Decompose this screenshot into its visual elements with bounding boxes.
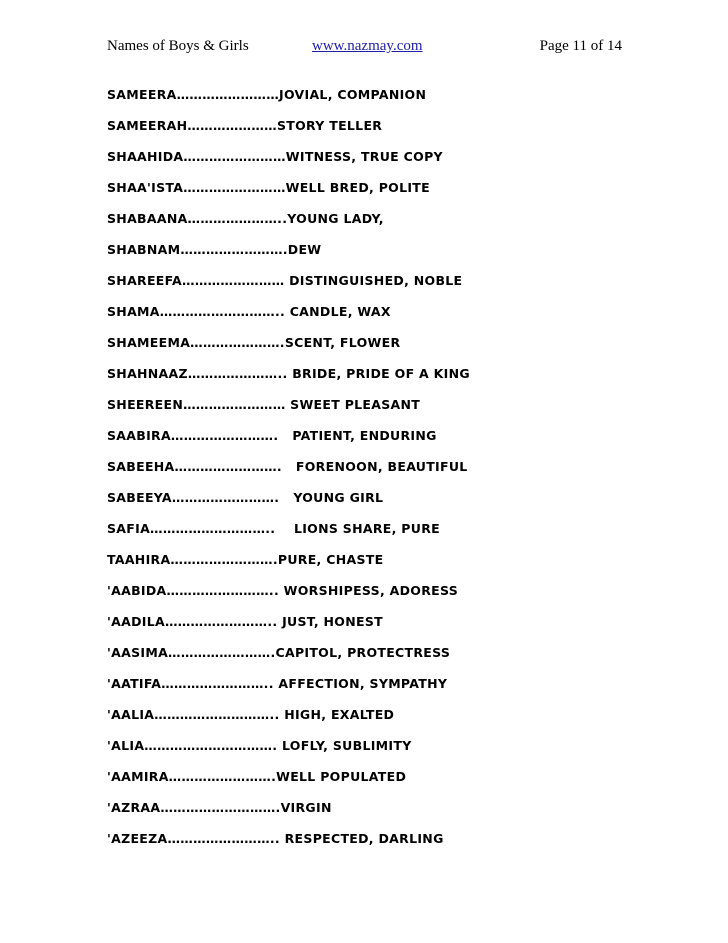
- name-entry: SHEEREEN…………………… SWEET PLEASANT: [107, 397, 421, 412]
- name-entry: 'AZEEZA…………………….. RESPECTED, DARLING: [107, 831, 444, 846]
- name-list: [107, 84, 627, 859]
- page-number: Page 11 of 14: [539, 38, 622, 54]
- name-entry: SHAMA……………………….. CANDLE, WAX: [107, 304, 391, 319]
- name-entry: 'AATIFA…………………….. AFFECTION, SYMPATHY: [107, 676, 448, 691]
- name-entry: 'AALIA……………………….. HIGH, EXALTED: [107, 707, 395, 722]
- name-entry: 'ALIA…………………………. LOFLY, SUBLIMITY: [107, 738, 412, 753]
- name-entry: SABEEHA……………………. FORENOON, BEAUTIFUL: [107, 459, 468, 474]
- name-entry: 'AADILA…………………….. JUST, HONEST: [107, 614, 383, 629]
- name-entry: 'AZRAA……………………….VIRGIN: [107, 800, 332, 815]
- name-entry: SHAMEEMA………………….SCENT, FLOWER: [107, 335, 401, 350]
- name-entry: SHAREEFA…………………… DISTINGUISHED, NOBLE: [107, 273, 463, 288]
- name-entry: SHAHNAAZ………………….. BRIDE, PRIDE OF A KING: [107, 366, 470, 381]
- page-header: [107, 38, 622, 58]
- name-entry: SHAAHIDA……………………WITNESS, TRUE COPY: [107, 149, 443, 164]
- name-entry: 'AASIMA…………………….CAPITOL, PROTECTRESS: [107, 645, 451, 660]
- name-entry: SAMEERAH…………………STORY TELLER: [107, 118, 383, 133]
- name-entry: TAAHIRA…………………….PURE, CHASTE: [107, 552, 384, 567]
- name-entry: SAFIA……………………….. LIONS SHARE, PURE: [107, 521, 440, 536]
- name-entry: SABEEYA……………………. YOUNG GIRL: [107, 490, 384, 505]
- name-entry: 'AABIDA…………………….. WORSHIPESS, ADORESS: [107, 583, 459, 598]
- name-entry: SAMEERA……………………JOVIAL, COMPANION: [107, 87, 427, 102]
- name-entry: SHAA'ISTA……………………WELL BRED, POLITE: [107, 180, 430, 195]
- name-entry: SHABAANA…………………..YOUNG LADY,: [107, 211, 384, 226]
- document-title: Names of Boys & Girls: [107, 38, 249, 54]
- name-entry: SHABNAM…………………….DEW: [107, 242, 322, 257]
- name-entry: SAABIRA……………………. PATIENT, ENDURING: [107, 428, 437, 443]
- name-entry: 'AAMIRA…………………….WELL POPULATED: [107, 769, 407, 784]
- website-link[interactable]: www.nazmay.com: [312, 38, 423, 54]
